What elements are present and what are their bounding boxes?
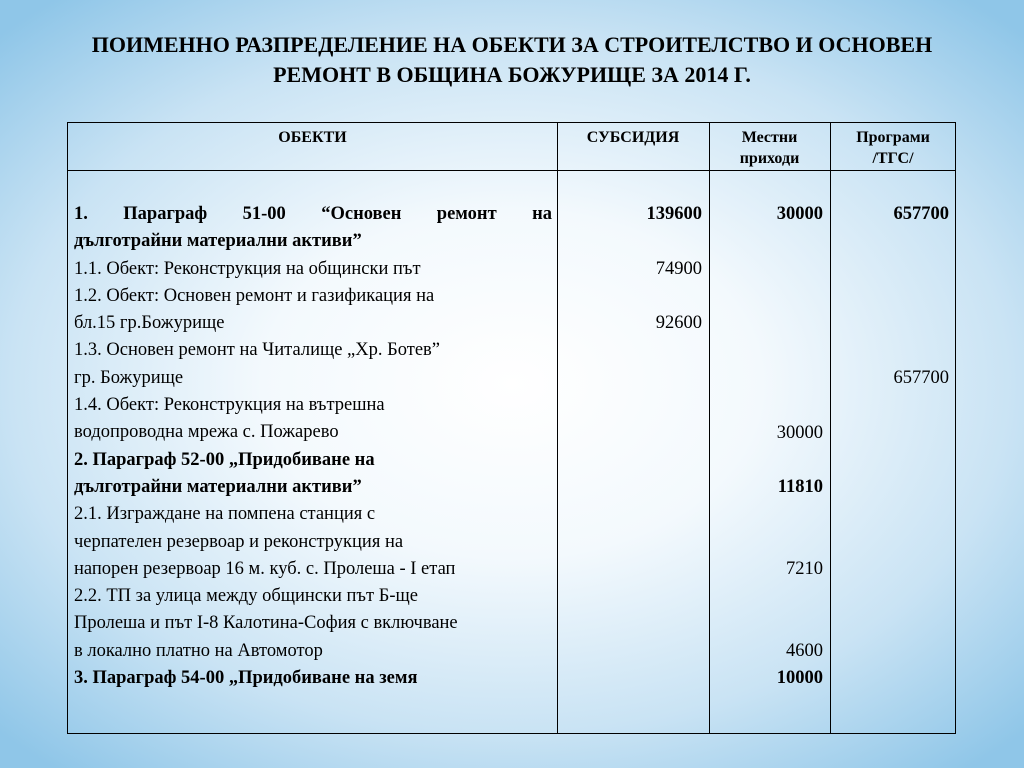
column-divider xyxy=(709,123,710,733)
objects-table xyxy=(67,122,956,734)
column-divider xyxy=(830,123,831,733)
header-local-income-line-2: приходи xyxy=(739,150,800,167)
row-2-2-line-2: Пролеша и път I-8 Калотина-София с включване xyxy=(74,613,458,634)
row-1-2-line-1: 1.2. Обект: Основен ремонт и газификация на xyxy=(74,285,435,306)
row-paragraph-51-line-2: дълготрайни материални активи” xyxy=(74,231,362,252)
value-p51-local: 30000 xyxy=(776,204,823,224)
row-1-3-line-2: гр. Божурище xyxy=(74,367,184,388)
row-1-2-line-2: бл.15 гр.Божурище xyxy=(74,313,225,334)
header-local-income xyxy=(709,127,830,169)
header-divider xyxy=(68,170,955,171)
header-programs-line-2: /ТГС/ xyxy=(872,150,914,167)
row-1-4-line-2: водопроводна мрежа с. Пожарево xyxy=(74,422,339,443)
header-objects: ОБЕКТИ xyxy=(278,129,347,146)
row-paragraph-54: 3. Параграф 54-00 „Придобиване на земя xyxy=(74,668,418,689)
value-r13-programs: 657700 xyxy=(893,368,949,388)
row-paragraph-51-line-1: 1. Параграф 51-00 “Основен ремонт на xyxy=(74,204,552,224)
value-r11-subsidy: 74900 xyxy=(655,259,702,279)
value-r21-local: 7210 xyxy=(786,559,823,579)
row-2-1-line-1: 2.1. Изграждане на помпена станция с xyxy=(74,504,376,525)
value-r14-local: 30000 xyxy=(776,423,823,443)
value-r12-subsidy: 92600 xyxy=(655,313,702,333)
row-paragraph-52-line-1: 2. Параграф 52-00 „Придобиване на xyxy=(74,449,375,470)
value-r22-local: 4600 xyxy=(786,641,823,661)
row-paragraph-52-line-2: дълготрайни материални активи” xyxy=(74,476,362,497)
page-title-line-1: ПОИМЕННО РАЗПРЕДЕЛЕНИЕ НА ОБЕКТИ ЗА СТРОИТЕЛСТВО И ОСНОВЕН xyxy=(91,32,933,57)
row-2-1-line-3: напорен резервоар 16 м. куб. с. Пролеша - I етап xyxy=(74,558,456,579)
row-2-2-line-1: 2.2. ТП за улица между общински път Б-ще xyxy=(74,586,418,607)
value-p51-programs: 657700 xyxy=(893,204,949,224)
header-subsidy: СУБСИДИЯ xyxy=(586,129,680,146)
header-programs-line-1: Програми xyxy=(856,129,930,146)
value-p52-local: 11810 xyxy=(777,477,823,497)
column-divider xyxy=(557,123,558,733)
objects-column xyxy=(74,201,552,692)
row-2-1-line-2: черпателен резервоар и реконструкция на xyxy=(74,531,404,552)
value-p51-subsidy: 139600 xyxy=(646,204,702,224)
row-1-4-line-1: 1.4. Обект: Реконструкция на вътрешна xyxy=(74,395,385,416)
page-title xyxy=(20,30,1004,90)
page-title-line-2: РЕМОНТ В ОБЩИНА БОЖУРИЩЕ ЗА 2014 Г. xyxy=(273,62,751,87)
row-1-3-line-1: 1.3. Основен ремонт на Читалище „Хр. Ботев” xyxy=(74,340,440,361)
header-local-income-line-1: Местни xyxy=(741,129,798,146)
value-p54-local: 10000 xyxy=(776,668,823,688)
row-2-2-line-3: в локално платно на Автомотор xyxy=(74,640,323,661)
header-programs xyxy=(830,127,956,169)
row-1-1: 1.1. Обект: Реконструкция на общински път xyxy=(74,258,421,279)
